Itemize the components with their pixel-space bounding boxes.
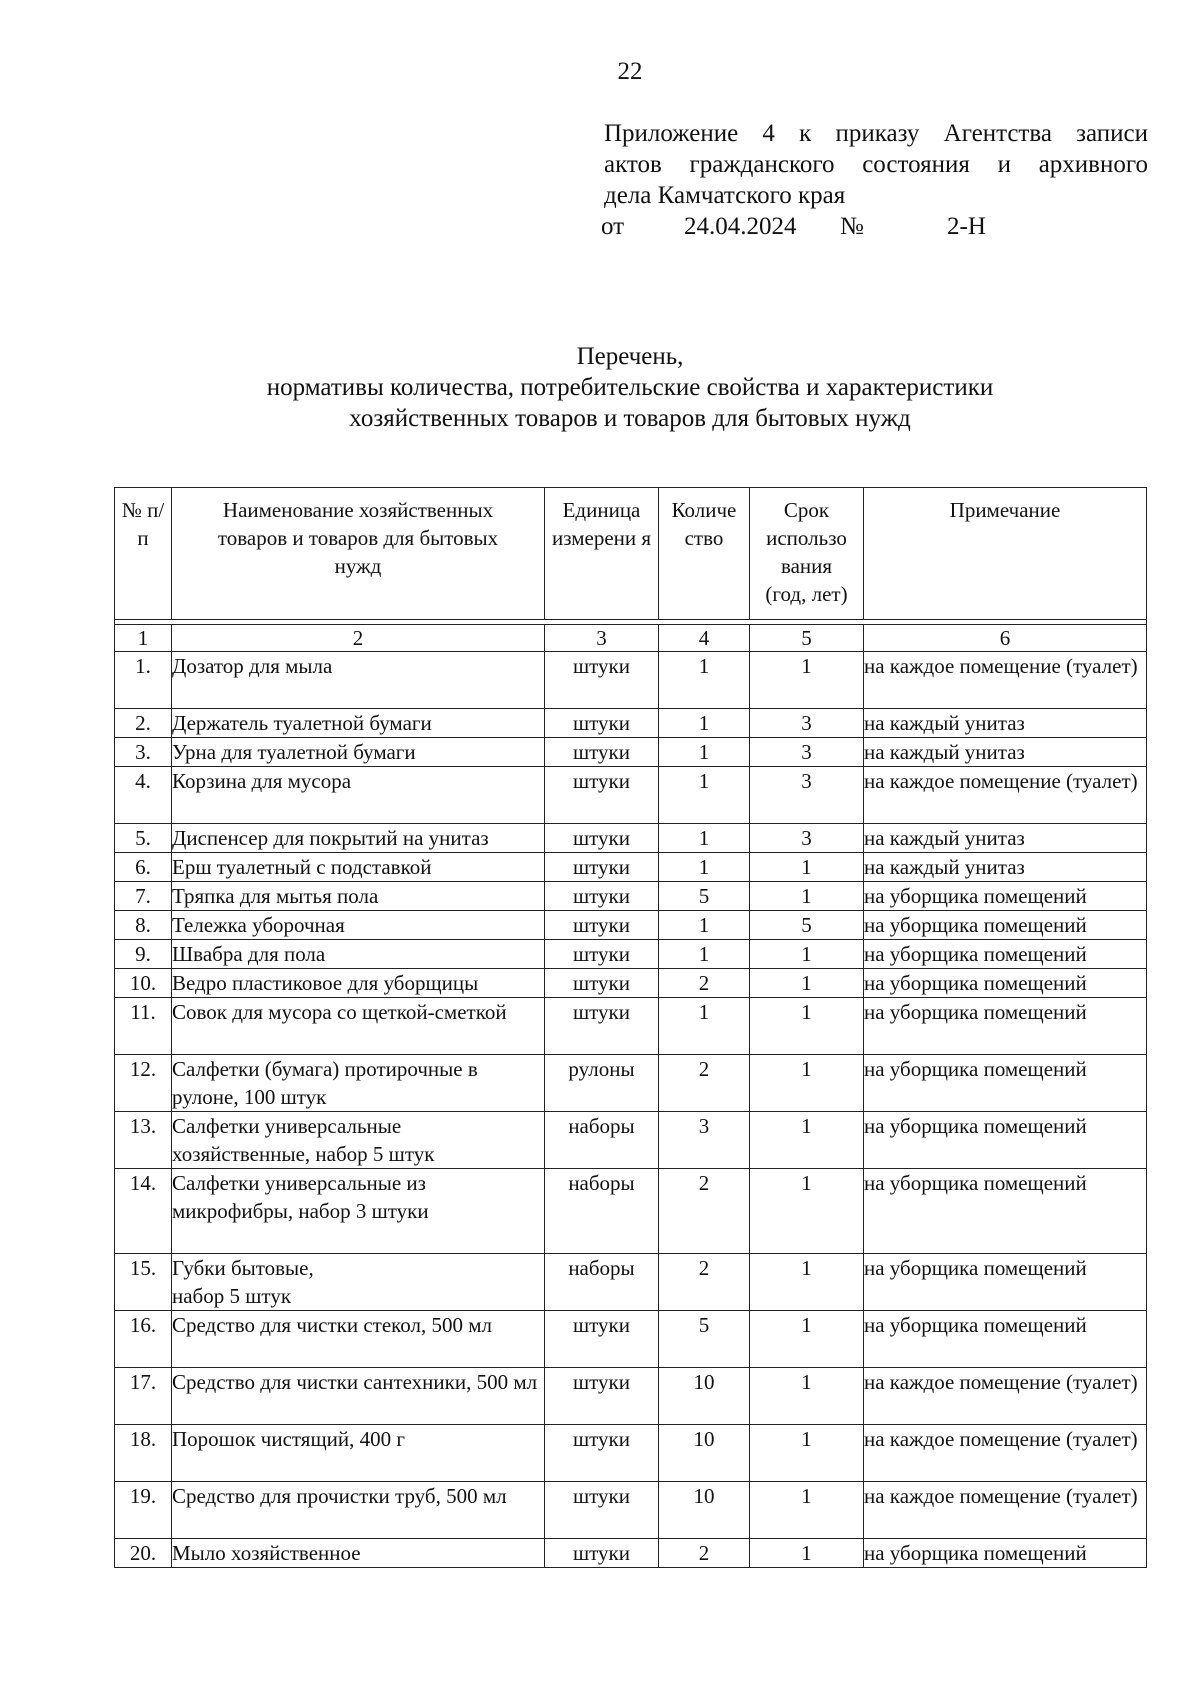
- item-unit: штуки: [545, 882, 659, 911]
- item-unit: штуки: [545, 738, 659, 767]
- item-term: 1: [750, 998, 864, 1055]
- item-term: 3: [750, 709, 864, 738]
- title-line: нормативы количества, потребительские свойства и характеристики: [266, 374, 994, 401]
- item-quantity: 1: [659, 853, 750, 882]
- item-note: на каждое помещение (туалет): [864, 652, 1147, 709]
- appendix-line: Приложение 4 к приказу Агентства записи: [604, 120, 1148, 147]
- column-number: 4: [659, 625, 750, 652]
- table-row: [115, 652, 1147, 709]
- table-row: [115, 1169, 1147, 1254]
- item-name: Дозатор для мыла: [172, 652, 545, 709]
- item-term: 5: [750, 911, 864, 940]
- item-note: на каждое помещение (туалет): [864, 1425, 1147, 1482]
- column-number: 1: [115, 625, 172, 652]
- item-unit: штуки: [545, 1482, 659, 1539]
- row-number: 5.: [115, 824, 172, 853]
- item-term: 1: [750, 1254, 864, 1311]
- item-name: Держатель туалетной бумаги: [172, 709, 545, 738]
- item-note: на уборщика помещений: [864, 940, 1147, 969]
- item-term: 1: [750, 882, 864, 911]
- item-name: Совок для мусора со щеткой-сметкой: [172, 998, 545, 1055]
- goods-table: [114, 487, 1147, 1568]
- table-row: [115, 882, 1147, 911]
- row-number: 13.: [115, 1112, 172, 1169]
- item-quantity: 5: [659, 1311, 750, 1368]
- table-header-row: [115, 488, 1147, 620]
- row-number: 16.: [115, 1311, 172, 1368]
- item-unit: штуки: [545, 911, 659, 940]
- table-row: [115, 1482, 1147, 1539]
- item-name: Средство для чистки сантехники, 500 мл: [172, 1368, 545, 1425]
- item-name: Ведро пластиковое для уборщицы: [172, 969, 545, 998]
- item-term: 1: [750, 940, 864, 969]
- item-note: на каждое помещение (туалет): [864, 767, 1147, 824]
- appendix-header: [601, 118, 1148, 242]
- item-name: Швабра для пола: [172, 940, 545, 969]
- item-note: на уборщика помещений: [864, 911, 1147, 940]
- table-row: [115, 1425, 1147, 1482]
- table-row: [115, 853, 1147, 882]
- item-term: 1: [750, 1539, 864, 1568]
- item-term: 1: [750, 652, 864, 709]
- row-number: 17.: [115, 1368, 172, 1425]
- item-unit: штуки: [545, 1368, 659, 1425]
- item-quantity: 1: [659, 911, 750, 940]
- row-number: 4.: [115, 767, 172, 824]
- item-quantity: 5: [659, 882, 750, 911]
- item-term: 1: [750, 1311, 864, 1368]
- item-unit: штуки: [545, 709, 659, 738]
- header-qty: Количе ство: [659, 488, 750, 620]
- item-unit: штуки: [545, 969, 659, 998]
- row-number: 11.: [115, 998, 172, 1055]
- table-row: [115, 969, 1147, 998]
- order-from: от: [601, 213, 625, 240]
- appendix-line: актов гражданского состояния и архивного: [604, 151, 1148, 178]
- table-row: [115, 998, 1147, 1055]
- item-name: Корзина для мусора: [172, 767, 545, 824]
- row-number: 6.: [115, 853, 172, 882]
- table-row: [115, 824, 1147, 853]
- row-number: 12.: [115, 1055, 172, 1112]
- column-number-row: [115, 625, 1147, 652]
- column-number: 2: [172, 625, 545, 652]
- item-unit: рулоны: [545, 1055, 659, 1112]
- table-row: [115, 767, 1147, 824]
- item-name: Салфетки универсальные хозяйственные, набор 5 штук: [172, 1112, 545, 1169]
- column-number: 3: [545, 625, 659, 652]
- item-note: на каждое помещение (туалет): [864, 1482, 1147, 1539]
- row-number: 3.: [115, 738, 172, 767]
- row-number: 10.: [115, 969, 172, 998]
- item-quantity: 1: [659, 940, 750, 969]
- item-quantity: 1: [659, 738, 750, 767]
- table-row: [115, 1311, 1147, 1368]
- item-quantity: 1: [659, 709, 750, 738]
- item-term: 3: [750, 738, 864, 767]
- row-number: 19.: [115, 1482, 172, 1539]
- item-name: Тележка уборочная: [172, 911, 545, 940]
- item-name: Мыло хозяйственное: [172, 1539, 545, 1568]
- item-note: на уборщика помещений: [864, 882, 1147, 911]
- item-unit: штуки: [545, 1311, 659, 1368]
- item-term: 1: [750, 1169, 864, 1254]
- item-name: Средство для прочистки труб, 500 мл: [172, 1482, 545, 1539]
- item-note: на каждый унитаз: [864, 709, 1147, 738]
- item-note: на уборщика помещений: [864, 1055, 1147, 1112]
- item-note: на каждый унитаз: [864, 824, 1147, 853]
- order-number: 2-Н: [947, 213, 986, 240]
- row-number: 20.: [115, 1539, 172, 1568]
- table-row: [115, 1539, 1147, 1568]
- item-unit: штуки: [545, 1539, 659, 1568]
- item-quantity: 3: [659, 1112, 750, 1169]
- item-name: Губки бытовые, набор 5 штук: [172, 1254, 545, 1311]
- item-name: Салфетки (бумага) протирочные в рулоне, 100 штук: [172, 1055, 545, 1112]
- item-note: на уборщика помещений: [864, 1254, 1147, 1311]
- item-unit: штуки: [545, 652, 659, 709]
- item-quantity: 1: [659, 652, 750, 709]
- item-name: Урна для туалетной бумаги: [172, 738, 545, 767]
- table-row: [115, 738, 1147, 767]
- item-quantity: 2: [659, 969, 750, 998]
- item-quantity: 10: [659, 1482, 750, 1539]
- item-unit: наборы: [545, 1112, 659, 1169]
- item-unit: штуки: [545, 940, 659, 969]
- header-name: Наименование хозяйственных товаров и товаров для бытовых нужд: [172, 488, 545, 620]
- item-term: 1: [750, 1482, 864, 1539]
- row-number: 1.: [115, 652, 172, 709]
- row-number: 15.: [115, 1254, 172, 1311]
- row-number: 2.: [115, 709, 172, 738]
- order-date: 24.04.2024: [684, 213, 797, 240]
- table-row: [115, 911, 1147, 940]
- item-quantity: 2: [659, 1055, 750, 1112]
- item-note: на каждое помещение (туалет): [864, 1368, 1147, 1425]
- row-number: 7.: [115, 882, 172, 911]
- row-number: 18.: [115, 1425, 172, 1482]
- appendix-line: дела Камчатского края: [604, 182, 846, 209]
- item-term: 1: [750, 853, 864, 882]
- item-quantity: 1: [659, 767, 750, 824]
- header-term: Срок использо вания (год, лет): [750, 488, 864, 620]
- item-quantity: 2: [659, 1254, 750, 1311]
- item-name: Ерш туалетный с подставкой: [172, 853, 545, 882]
- item-unit: наборы: [545, 1254, 659, 1311]
- item-note: на уборщика помещений: [864, 969, 1147, 998]
- item-term: 1: [750, 969, 864, 998]
- item-name: Тряпка для мытья пола: [172, 882, 545, 911]
- item-quantity: 1: [659, 824, 750, 853]
- table-row: [115, 1055, 1147, 1112]
- item-term: 3: [750, 824, 864, 853]
- item-unit: штуки: [545, 767, 659, 824]
- item-unit: штуки: [545, 998, 659, 1055]
- table-row: [115, 1112, 1147, 1169]
- item-term: 1: [750, 1055, 864, 1112]
- item-note: на уборщика помещений: [864, 1311, 1147, 1368]
- item-note: на уборщика помещений: [864, 1539, 1147, 1568]
- item-note: на уборщика помещений: [864, 1112, 1147, 1169]
- item-unit: штуки: [545, 853, 659, 882]
- item-quantity: 2: [659, 1169, 750, 1254]
- item-note: на уборщика помещений: [864, 1169, 1147, 1254]
- item-note: на каждый унитаз: [864, 738, 1147, 767]
- table-row: [115, 940, 1147, 969]
- order-number-sign: №: [840, 213, 864, 240]
- item-quantity: 2: [659, 1539, 750, 1568]
- page-number: 22: [617, 58, 643, 85]
- document-title: [0, 341, 1200, 434]
- row-number: 8.: [115, 911, 172, 940]
- item-term: 3: [750, 767, 864, 824]
- item-note: на уборщика помещений: [864, 998, 1147, 1055]
- table-row: [115, 1254, 1147, 1311]
- item-unit: штуки: [545, 824, 659, 853]
- table-row: [115, 709, 1147, 738]
- item-unit: наборы: [545, 1169, 659, 1254]
- table-row: [115, 1368, 1147, 1425]
- title-line: хозяйственных товаров и товаров для бытовых нужд: [349, 405, 911, 432]
- column-number: 6: [864, 625, 1147, 652]
- item-term: 1: [750, 1112, 864, 1169]
- order-line: [601, 211, 1148, 242]
- item-name: Диспенсер для покрытий на унитаз: [172, 824, 545, 853]
- title-line: Перечень,: [576, 343, 684, 370]
- item-quantity: 1: [659, 998, 750, 1055]
- column-number: 5: [750, 625, 864, 652]
- row-number: 14.: [115, 1169, 172, 1254]
- item-unit: штуки: [545, 1425, 659, 1482]
- item-name: Салфетки универсальные из микрофибры, набор 3 штуки: [172, 1169, 545, 1254]
- header-num: № п/п: [115, 488, 172, 620]
- header-unit: Единица измерени я: [545, 488, 659, 620]
- item-note: на каждый унитаз: [864, 853, 1147, 882]
- item-name: Порошок чистящий, 400 г: [172, 1425, 545, 1482]
- item-name: Средство для чистки стекол, 500 мл: [172, 1311, 545, 1368]
- header-note: Примечание: [864, 488, 1147, 620]
- item-term: 1: [750, 1368, 864, 1425]
- row-number: 9.: [115, 940, 172, 969]
- item-quantity: 10: [659, 1368, 750, 1425]
- item-term: 1: [750, 1425, 864, 1482]
- item-quantity: 10: [659, 1425, 750, 1482]
